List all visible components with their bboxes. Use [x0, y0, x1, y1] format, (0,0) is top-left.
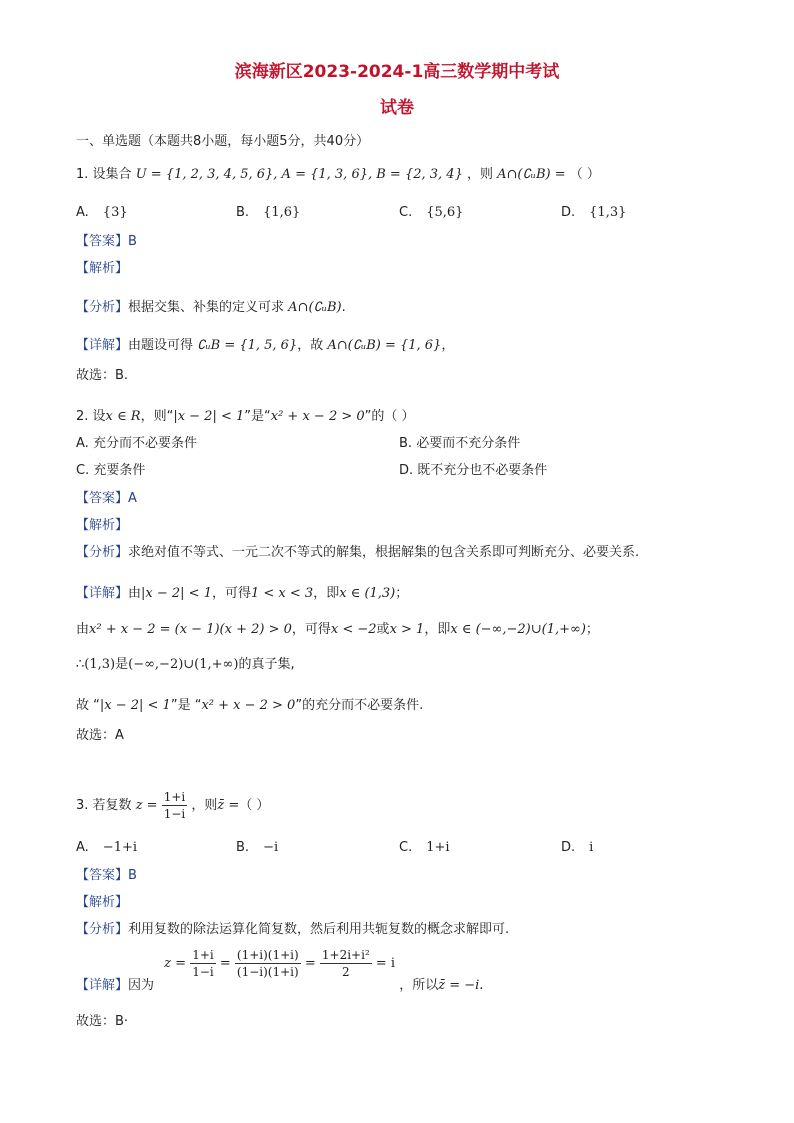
- q3-answer: 【答案】B: [76, 868, 137, 883]
- q2-option-c: [76, 461, 145, 481]
- q2-l2-m4: x ∈ (−∞,−2)∪(1,+∞): [450, 622, 586, 637]
- q2-l4-c: ”的充分而不必要条件.: [295, 698, 424, 713]
- q2-option-d-label: D.: [399, 463, 414, 478]
- q1-option-b: [236, 203, 300, 223]
- q2-stem-mid2: ”是“: [244, 409, 271, 424]
- q2-fenxi: [76, 543, 639, 563]
- q2-l3-m2: (−∞,−2)∪(1,+∞): [128, 657, 239, 672]
- q2-l1-m1: |x − 2| < 1: [141, 586, 212, 601]
- q2-option-c-label: C.: [76, 463, 90, 478]
- q3-stem-z: z =: [135, 798, 158, 813]
- q1-option-a-value: {3}: [102, 205, 128, 220]
- q3-eq-sign-1: =: [219, 956, 231, 971]
- q3-eq-sign-2: =: [304, 956, 316, 971]
- q2-l2-m1: x² + x − 2 = (x − 1)(x + 2) > 0: [89, 622, 292, 637]
- q1-option-d-value: {1,3}: [589, 205, 627, 220]
- q1-option-c: [399, 203, 463, 223]
- q2-l3-c: 的真子集,: [238, 657, 295, 672]
- q1-fenxi-text: 根据交集、补集的定义可求: [128, 300, 285, 315]
- q3-option-c-value: 1+i: [426, 840, 450, 855]
- q2-l1-m2: 1 < x < 3: [251, 586, 314, 601]
- q2-l2-e: ；: [585, 622, 599, 637]
- q2-answer: 【答案】A: [76, 491, 137, 506]
- q3-stem-fraction: [162, 789, 188, 822]
- q2-option-b-value: 必要而不充分条件: [416, 436, 521, 451]
- q2-jiexi: 【解析】: [76, 518, 129, 533]
- q1-xiangjie-math1: ∁ᵤB = {1, 5, 6}: [197, 338, 298, 353]
- section-heading: 一、单选题（本题共8小题，每小题5分，共40分）: [76, 134, 370, 149]
- q1-option-c-label: C.: [399, 205, 413, 220]
- q2-stem-suffix: ”的（ ）: [364, 409, 415, 424]
- q3-eq-z: z =: [164, 956, 187, 971]
- q3-f3-den: 2: [341, 965, 350, 979]
- q2-option-a-label: A.: [76, 436, 89, 451]
- doc-title: 滨海新区2023-2024-1高三数学期中考试: [234, 62, 560, 82]
- q1-stem-math: U = {1, 2, 3, 4, 5, 6}, A = {1, 3, 6}, B = {2, 3, 4}: [135, 167, 463, 182]
- q3-fenxi: [76, 920, 509, 940]
- q3-f2-den: (1−i)(1+i): [236, 965, 299, 979]
- q2-l1-d: ；: [395, 586, 409, 601]
- q1-stem-math2: A∩(∁ᵤB) =: [497, 167, 566, 182]
- q1-answer: 【答案】B: [76, 234, 137, 249]
- q2-l1-m3: x ∈ (1,3): [339, 586, 396, 601]
- q2-option-d-value: 既不充分也不必要条件: [417, 463, 548, 478]
- q2-l4-m2: x² + x − 2 > 0: [201, 698, 296, 713]
- q1-guxuan: 故选：B.: [76, 368, 129, 383]
- q1-xiangjie-tag: 【详解】: [76, 338, 129, 353]
- q2-l2-a: 由: [76, 622, 90, 637]
- q2-l3-a: ∴: [76, 657, 85, 672]
- q2-stem-math2: |x − 2| < 1: [173, 409, 245, 424]
- q2-l2-c: 或: [376, 622, 390, 637]
- q3-option-d-label: D.: [561, 840, 576, 855]
- q1-fenxi-math: A∩(∁ᵤB): [288, 300, 342, 315]
- q3-xiangjie-tag: 【详解】: [76, 978, 129, 993]
- q2-l2-m3: x > 1: [389, 622, 425, 637]
- q1-option-a-label: A.: [76, 205, 89, 220]
- q1-stem-suffix: （ ）: [569, 167, 600, 182]
- q3-eq-result: = i: [375, 956, 396, 971]
- q3-stem-zbar: z̄ =: [217, 798, 240, 813]
- q2-l2-d: ，即: [424, 622, 451, 637]
- q3-xiangjie-end1: ，所以: [399, 978, 439, 993]
- q3-xiangjie-end2: .: [479, 978, 484, 993]
- q2-fenxi-text: 求绝对值不等式、一元二次不等式的解集，根据解集的包含关系即可判断充分、必要关系.: [128, 545, 640, 560]
- q1-xiangjie: [76, 336, 454, 356]
- q3-frac-den: 1−i: [163, 807, 186, 821]
- q3-f3-num: 1+2i+i²: [321, 948, 370, 962]
- q3-option-b: [236, 838, 278, 858]
- q2-l4-a: 故 “: [76, 698, 100, 713]
- q3-guxuan: 故选：B·: [76, 1014, 129, 1029]
- doc-subtitle: 试卷: [380, 98, 414, 118]
- q2-l2-b: ，可得: [291, 622, 331, 637]
- q3-frac-num: 1+i: [163, 790, 186, 804]
- q1-xiangjie-text2: ，故: [297, 338, 324, 353]
- q1-fenxi: [76, 298, 346, 318]
- q2-stem-prefix: 2. 设: [76, 409, 106, 424]
- q2-l1-c: ，即: [313, 586, 340, 601]
- q2-l4-b: ”是 “: [170, 698, 202, 713]
- q1-xiangjie-text1: 由题设可得: [128, 338, 194, 353]
- q2-l1-b: ，可得: [211, 586, 251, 601]
- q1-option-b-label: B.: [236, 205, 250, 220]
- q2-xiangjie-line1: [76, 584, 408, 604]
- q1-option-a: [76, 203, 128, 223]
- q1-stem: [76, 165, 600, 185]
- q1-jiexi: 【解析】: [76, 261, 129, 276]
- q3-xiangjie-math-end: z̄ = −i: [438, 978, 480, 993]
- q3-option-d-value: i: [589, 840, 594, 855]
- q3-frac1: [190, 947, 216, 980]
- q2-option-b: [399, 434, 520, 454]
- q1-fenxi-end: .: [341, 300, 346, 315]
- q3-equation: [164, 944, 395, 984]
- q3-xiangjie: [76, 944, 484, 993]
- q1-option-b-value: {1,6}: [263, 205, 301, 220]
- q3-option-a: [76, 838, 137, 858]
- q2-xiangjie-tag: 【详解】: [76, 586, 129, 601]
- q1-option-d: [561, 203, 626, 223]
- q2-l4-m1: |x − 2| < 1: [99, 698, 171, 713]
- q3-f1-num: 1+i: [192, 948, 214, 962]
- q3-fenxi-tag: 【分析】: [76, 922, 129, 937]
- q2-xiangjie-line2: [76, 620, 599, 640]
- q2-option-c-value: 充要条件: [93, 463, 146, 478]
- q3-f2-num: (1+i)(1+i): [236, 948, 299, 962]
- q3-option-c: [399, 838, 450, 858]
- q3-option-b-label: B.: [236, 840, 250, 855]
- q2-stem-mid1: ，则“: [140, 409, 174, 424]
- q2-option-a: [76, 434, 197, 454]
- q1-option-c-value: {5,6}: [426, 205, 464, 220]
- q3-f1-den: 1−i: [192, 965, 214, 979]
- q3-xiangjie-text: 因为: [128, 978, 155, 993]
- q3-option-c-label: C.: [399, 840, 413, 855]
- q1-stem-mid: ，则: [467, 167, 494, 182]
- q1-option-d-label: D.: [561, 205, 576, 220]
- q1-xiangjie-end: ，: [441, 338, 455, 353]
- q3-stem: [76, 786, 269, 826]
- q2-stem: [76, 407, 415, 427]
- q3-stem-mid: ，则: [191, 798, 218, 813]
- q3-fenxi-text: 利用复数的除法运算化简复数，然后利用共轭复数的概念求解即可.: [128, 922, 510, 937]
- q3-stem-prefix: 3. 若复数: [76, 798, 132, 813]
- q2-xiangjie-line3: [76, 655, 295, 675]
- q1-fenxi-tag: 【分析】: [76, 300, 129, 315]
- q3-option-b-value: −i: [263, 840, 279, 855]
- q3-option-d: [561, 838, 593, 858]
- q2-option-d: [399, 461, 547, 481]
- q2-stem-math1: x ∈ R: [105, 409, 141, 424]
- q2-fenxi-tag: 【分析】: [76, 545, 129, 560]
- q3-jiexi: 【解析】: [76, 895, 129, 910]
- q3-frac2: [235, 947, 301, 980]
- q3-option-a-value: −1+i: [102, 840, 138, 855]
- q2-l1-a: 由: [128, 586, 142, 601]
- q2-l2-m2: x < −2: [330, 622, 377, 637]
- q1-xiangjie-math2: A∩(∁ᵤB) = {1, 6}: [327, 338, 442, 353]
- q2-stem-math3: x² + x − 2 > 0: [270, 409, 365, 424]
- q3-frac3: [320, 947, 372, 980]
- q3-option-a-label: A.: [76, 840, 89, 855]
- q2-l3-m1: (1,3): [84, 657, 116, 672]
- q2-l3-b: 是: [115, 657, 129, 672]
- q2-xiangjie-line4: [76, 696, 423, 716]
- q2-option-b-label: B.: [399, 436, 413, 451]
- q2-option-a-value: 充分而不必要条件: [92, 436, 197, 451]
- q3-stem-suffix: （ ）: [239, 798, 270, 813]
- q2-guxuan: 故选：A: [76, 728, 124, 743]
- q1-stem-prefix: 1. 设集合: [76, 167, 132, 182]
